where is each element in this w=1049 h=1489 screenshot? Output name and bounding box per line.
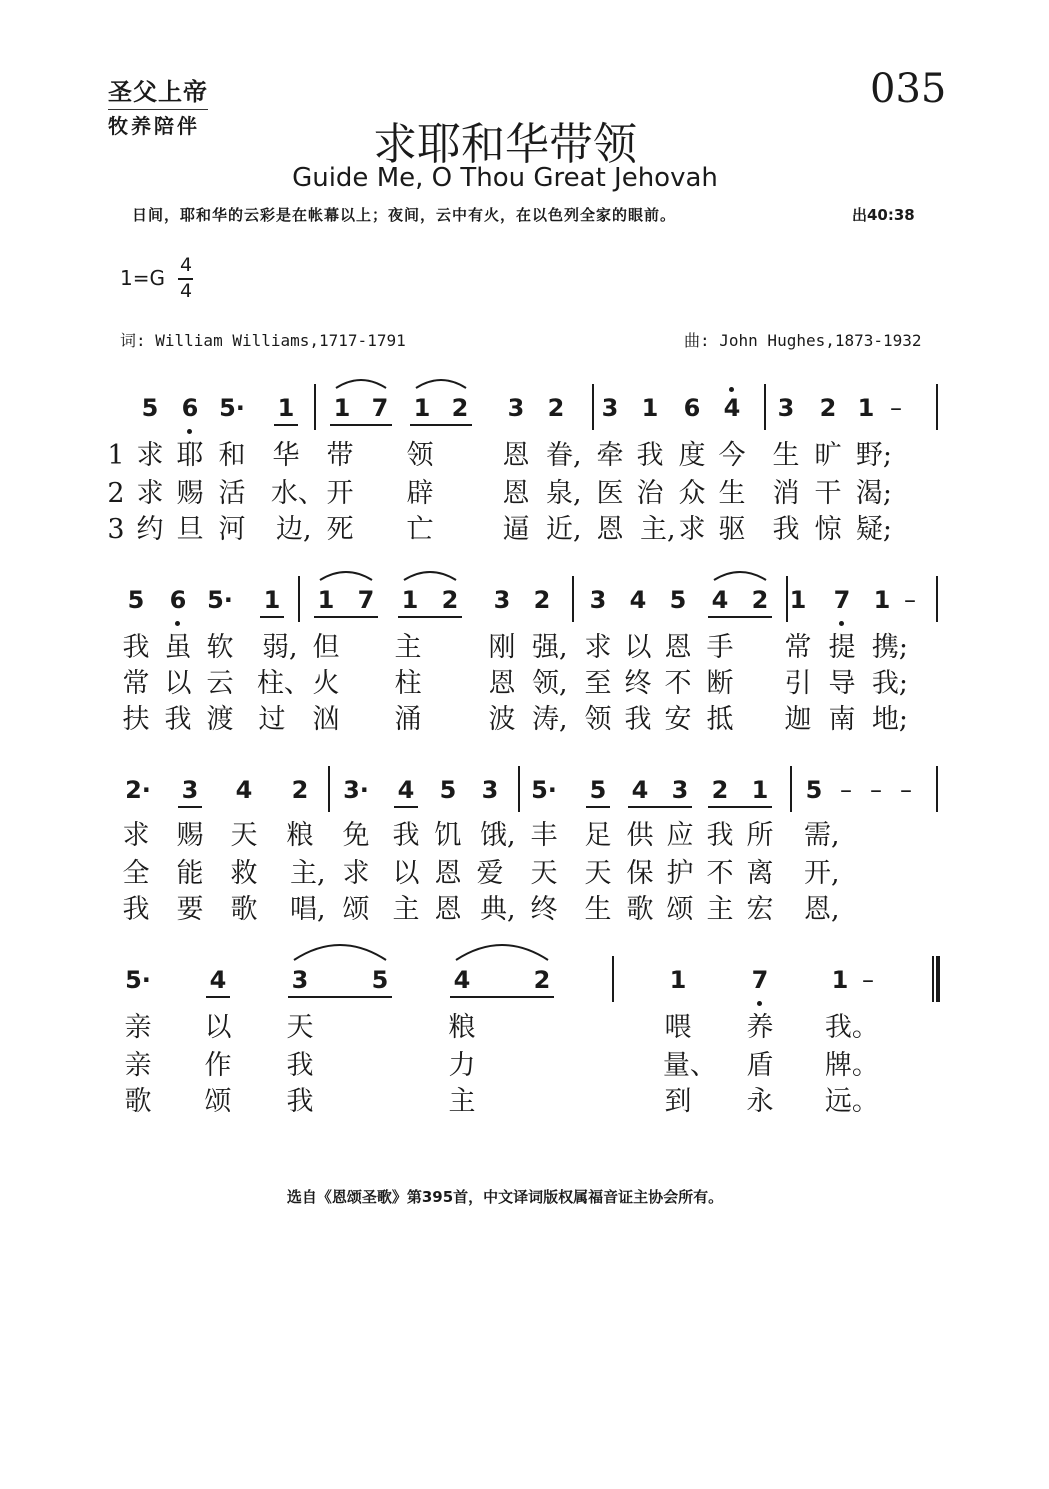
lyric-char: 唱, [290, 894, 326, 925]
note: 7 [357, 586, 375, 614]
scripture-reference: 出40:38 [852, 206, 915, 224]
note: 1 [317, 586, 335, 614]
lyric-char: 我; [871, 668, 908, 699]
lyric-char: 柱 [394, 668, 422, 699]
lyric-char: 弱, [262, 632, 298, 663]
lyric-char: 以 [392, 858, 420, 889]
note: 7 [833, 586, 851, 614]
lyric-char: 常 [784, 632, 812, 663]
lyric-char: 引 [784, 668, 812, 699]
lyric-char: 天 [530, 858, 558, 889]
note: 5· [207, 586, 233, 614]
lyric-char: 赐 [176, 820, 204, 851]
lyric-char: 波 [488, 704, 516, 735]
note: 1 [751, 776, 769, 804]
lyric-char: 终 [624, 668, 652, 699]
scripture-verse: 日间，耶和华的云彩是在帐幕以上；夜间，云中有火，在以色列全家的眼前。 [132, 206, 677, 224]
lyric-char: 领 [406, 440, 434, 471]
lyric-char: 旦 [176, 514, 204, 545]
note: 2 [711, 776, 729, 804]
slur [456, 945, 548, 960]
lyric-char: 以 [624, 632, 652, 663]
slur [404, 572, 456, 580]
lyric-char: 汹 [312, 704, 340, 735]
lyric-char: 饥 [434, 820, 462, 851]
lyric-char: 医 [596, 478, 624, 509]
lyric-char: 救 [230, 858, 258, 889]
lyric-char: 饿, [480, 820, 516, 851]
note-dash: – [840, 776, 852, 804]
lyric-char: 求 [122, 820, 150, 851]
lyric-char: 河 [218, 514, 246, 545]
lyric-char: 旷 [814, 440, 842, 471]
lyric-char: 断 [706, 668, 734, 699]
note: 1 [789, 586, 807, 614]
note: 4 [209, 966, 227, 994]
lyric-char: 但 [312, 632, 340, 663]
note: 3 [589, 586, 607, 614]
slur [416, 380, 466, 388]
note: 3 [507, 394, 525, 422]
lyric-char: 求 [584, 632, 612, 663]
lyric-char: 开, [804, 858, 840, 889]
slur [294, 945, 386, 960]
lyric-char: 恩 [502, 478, 530, 509]
note: 2 [441, 586, 459, 614]
lyric-char: 我 [772, 514, 800, 545]
lyric-char: 粮 [448, 1012, 476, 1043]
note: 2 [533, 586, 551, 614]
note-dash: – [900, 776, 912, 804]
lyric-char: 华 [272, 440, 300, 471]
lyric-char: 歌 [124, 1086, 152, 1117]
lyric-char: 涛, [532, 704, 568, 735]
note: 4 [711, 586, 729, 614]
lyric-char: 求 [342, 858, 370, 889]
lyric-char: 携; [871, 632, 908, 663]
lyric-char: 粮 [286, 820, 314, 851]
note: 3 [481, 776, 499, 804]
note: 1 [873, 586, 891, 614]
lyric-char: 永 [746, 1086, 774, 1117]
lyric-char: 过 [258, 704, 286, 735]
lyric-char: 南 [828, 704, 856, 735]
lyric-char: 天 [286, 1012, 314, 1043]
lyric-char: 亲 [124, 1012, 152, 1043]
slur [320, 572, 372, 580]
lyric-char: 众 [678, 478, 706, 509]
lyric-char: 主 [392, 894, 420, 925]
lyric-char: 提 [828, 632, 856, 663]
lyric-char: 恩 [434, 858, 462, 889]
lyric-char: 云 [206, 668, 234, 699]
lyric-char: 求 [678, 514, 706, 545]
lyric-char: 到 [664, 1086, 692, 1117]
lyric-char: 地; [871, 704, 908, 735]
lyric-char: 今 [718, 440, 746, 471]
lyric-char: 颂 [666, 894, 694, 925]
lyric-char: 喂 [664, 1012, 692, 1043]
lyric-char: 渡 [206, 704, 234, 735]
note: 2· [125, 776, 151, 804]
lyric-char: 离 [746, 858, 774, 889]
note: 3 [181, 776, 199, 804]
lyric-char: 安 [664, 704, 692, 735]
lyric-char: 牵 [596, 440, 624, 471]
lyric-char: 逼 [502, 514, 530, 545]
lyric-char: 干 [814, 478, 842, 509]
lyric-char: 力 [448, 1050, 476, 1081]
lyric-char: 眷, [546, 440, 582, 471]
lyric-char: 恩 [502, 440, 530, 471]
lyric-char: 量、 [662, 1050, 717, 1081]
note: 5· [125, 966, 151, 994]
lyric-char: 火 [312, 668, 340, 699]
lyric-char: 手 [706, 632, 734, 663]
lyric-char: 边, [276, 514, 312, 545]
lyric-char: 求 [136, 478, 164, 509]
lyric-char: 爱 [476, 858, 504, 889]
lyric-char: 保 [626, 858, 654, 889]
lyric-char: 作 [204, 1050, 232, 1081]
note: 3 [291, 966, 309, 994]
note: 3 [777, 394, 795, 422]
lyric-char: 近, [546, 514, 582, 545]
lyric-char: 3 [107, 514, 125, 545]
lyric-char: 全 [122, 858, 150, 889]
note: 5 [805, 776, 823, 804]
lyric-char: 主, [640, 514, 676, 545]
lyric-char: 耶 [176, 440, 204, 471]
lyric-char: 我 [624, 704, 652, 735]
lyric-char: 约 [136, 514, 164, 545]
note-dash: – [904, 586, 916, 614]
lyric-char: 和 [218, 440, 246, 471]
note-dash: – [862, 966, 874, 994]
note: 1 [857, 394, 875, 422]
note: 3 [601, 394, 619, 422]
note: 5 [589, 776, 607, 804]
note: 2 [291, 776, 309, 804]
lyric-char: 我。 [824, 1012, 879, 1043]
lyric-char: 歌 [626, 894, 654, 925]
lyric-char: 至 [584, 668, 612, 699]
lyric-char: 我 [286, 1086, 314, 1117]
note: 2 [751, 586, 769, 614]
lyric-char: 泉, [546, 478, 582, 509]
lyric-char: 渴; [855, 478, 892, 509]
time-signature-top: 4 [180, 254, 193, 276]
lyric-char: 生 [718, 478, 746, 509]
note: 5· [531, 776, 557, 804]
lyric-char: 主 [448, 1086, 476, 1117]
lyric-char: 终 [530, 894, 558, 925]
lyric-char: 亲 [124, 1050, 152, 1081]
note: 4 [629, 586, 647, 614]
note: 6 [169, 586, 187, 614]
note: 5 [669, 586, 687, 614]
lyric-char: 典, [480, 894, 516, 925]
lyric-char: 恩 [434, 894, 462, 925]
lyric-char: 辟 [406, 478, 434, 509]
lyric-char: 亡 [406, 514, 434, 545]
note: 6 [683, 394, 701, 422]
lyric-char: 以 [164, 668, 192, 699]
lyric-char: 能 [176, 858, 204, 889]
lyric-char: 我 [636, 440, 664, 471]
lyric-char: 养 [746, 1012, 774, 1043]
lyric-char: 宏 [746, 894, 774, 925]
lyric-char: 1 [107, 440, 125, 471]
lyric-char: 供 [626, 820, 654, 851]
note: 1 [669, 966, 687, 994]
note: 1 [413, 394, 431, 422]
note: 7 [751, 966, 769, 994]
lyric-char: 迦 [784, 704, 812, 735]
lyric-char: 常 [122, 668, 150, 699]
composer-credit: 曲: John Hughes,1873-1932 [684, 331, 922, 350]
note: 1 [831, 966, 849, 994]
note: 1 [641, 394, 659, 422]
lyric-char: 我 [286, 1050, 314, 1081]
lyric-char: 生 [584, 894, 612, 925]
lyric-char: 恩 [664, 632, 692, 663]
lyric-char: 野; [855, 440, 892, 471]
lyric-char: 应 [666, 820, 694, 851]
hymn-title-english: Guide Me, O Thou Great Jehovah [292, 163, 718, 193]
lyric-char: 远。 [824, 1086, 879, 1117]
note: 2 [819, 394, 837, 422]
note: 7 [371, 394, 389, 422]
lyric-char: 颂 [204, 1086, 232, 1117]
lyric-char: 盾 [746, 1050, 774, 1081]
note: 4 [631, 776, 649, 804]
note: 5 [439, 776, 457, 804]
lyric-char: 开 [326, 478, 354, 509]
lyric-char: 主 [394, 632, 422, 663]
lyric-char: 天 [230, 820, 258, 851]
note: 6 [181, 394, 199, 422]
note-dash: – [890, 394, 902, 422]
lyric-char: 惊 [814, 514, 842, 545]
lyric-char: 带 [326, 440, 354, 471]
note: 2 [451, 394, 469, 422]
note: 3 [493, 586, 511, 614]
lyric-char: 虽 [164, 632, 192, 663]
slur [336, 380, 386, 388]
lyric-char: 活 [218, 478, 246, 509]
lyric-char: 丰 [530, 820, 558, 851]
note: 2 [533, 966, 551, 994]
note: 3 [671, 776, 689, 804]
lyric-char: 我 [706, 820, 734, 851]
lyric-char: 求 [136, 440, 164, 471]
lyric-char: 我 [392, 820, 420, 851]
note: 1 [277, 394, 295, 422]
lyric-char: 柱、 [256, 668, 311, 699]
note: 1 [263, 586, 281, 614]
lyric-char: 颂 [342, 894, 370, 925]
lyric-char: 涌 [394, 704, 422, 735]
note: 1 [401, 586, 419, 614]
time-signature-bottom: 4 [180, 280, 193, 302]
note: 5 [371, 966, 389, 994]
note: 3· [343, 776, 369, 804]
note: 2 [547, 394, 565, 422]
slur [714, 572, 766, 580]
lyric-char: 导 [828, 668, 856, 699]
lyric-char: 赐 [176, 478, 204, 509]
lyric-char: 不 [706, 858, 734, 889]
lyric-char: 恩, [804, 894, 840, 925]
note: 5 [141, 394, 159, 422]
lyric-char: 驱 [718, 514, 746, 545]
lyric-char: 领, [532, 668, 568, 699]
lyric-char: 软 [206, 632, 234, 663]
lyric-char: 歌 [230, 894, 258, 925]
lyric-char: 度 [678, 440, 706, 471]
lyric-char: 恩 [596, 514, 624, 545]
note-dash: – [870, 776, 882, 804]
note: 1 [333, 394, 351, 422]
note: 4 [235, 776, 253, 804]
lyric-char: 免 [342, 820, 370, 851]
note: 5· [219, 394, 245, 422]
lyric-char: 我 [122, 632, 150, 663]
subcategory-label: 牧养陪伴 [108, 114, 200, 138]
category-label: 圣父上帝 [108, 72, 208, 110]
lyric-char: 主 [706, 894, 734, 925]
lyric-char: 扶 [122, 704, 150, 735]
note: 4 [723, 394, 741, 422]
lyric-char: 不 [664, 668, 692, 699]
lyric-char: 我 [164, 704, 192, 735]
lyric-char: 疑; [855, 514, 892, 545]
lyric-char: 水、 [270, 478, 325, 509]
lyric-char: 刚 [488, 632, 516, 663]
lyric-char: 强, [532, 632, 568, 663]
lyric-char: 天 [584, 858, 612, 889]
key-signature: 1=G [120, 266, 165, 290]
lyric-char: 所 [746, 820, 774, 851]
note: 5 [127, 586, 145, 614]
lyric-char: 以 [204, 1012, 232, 1043]
lyric-char: 2 [107, 478, 125, 509]
lyric-char: 需, [804, 820, 840, 851]
hymn-title-chinese: 求耶和华带领 [373, 119, 637, 170]
hymn-number: 035 [870, 66, 947, 112]
lyric-char: 牌。 [824, 1050, 879, 1081]
lyric-char: 我 [122, 894, 150, 925]
lyric-char: 领 [584, 704, 612, 735]
lyric-char: 治 [636, 478, 664, 509]
lyric-char: 死 [326, 514, 354, 545]
lyric-char: 生 [772, 440, 800, 471]
copyright-footer: 选自《恩颂圣歌》第395首，中文译词版权属福音证主协会所有。 [286, 1188, 724, 1206]
lyric-char: 足 [584, 820, 612, 851]
lyric-char: 要 [176, 894, 204, 925]
note: 4 [397, 776, 415, 804]
lyric-char: 消 [772, 478, 800, 509]
lyricist-credit: 词: William Williams,1717-1791 [120, 331, 406, 350]
note: 4 [453, 966, 471, 994]
lyric-char: 抵 [706, 704, 734, 735]
lyric-char: 主, [290, 858, 326, 889]
lyric-char: 恩 [488, 668, 516, 699]
lyric-char: 护 [666, 858, 694, 889]
